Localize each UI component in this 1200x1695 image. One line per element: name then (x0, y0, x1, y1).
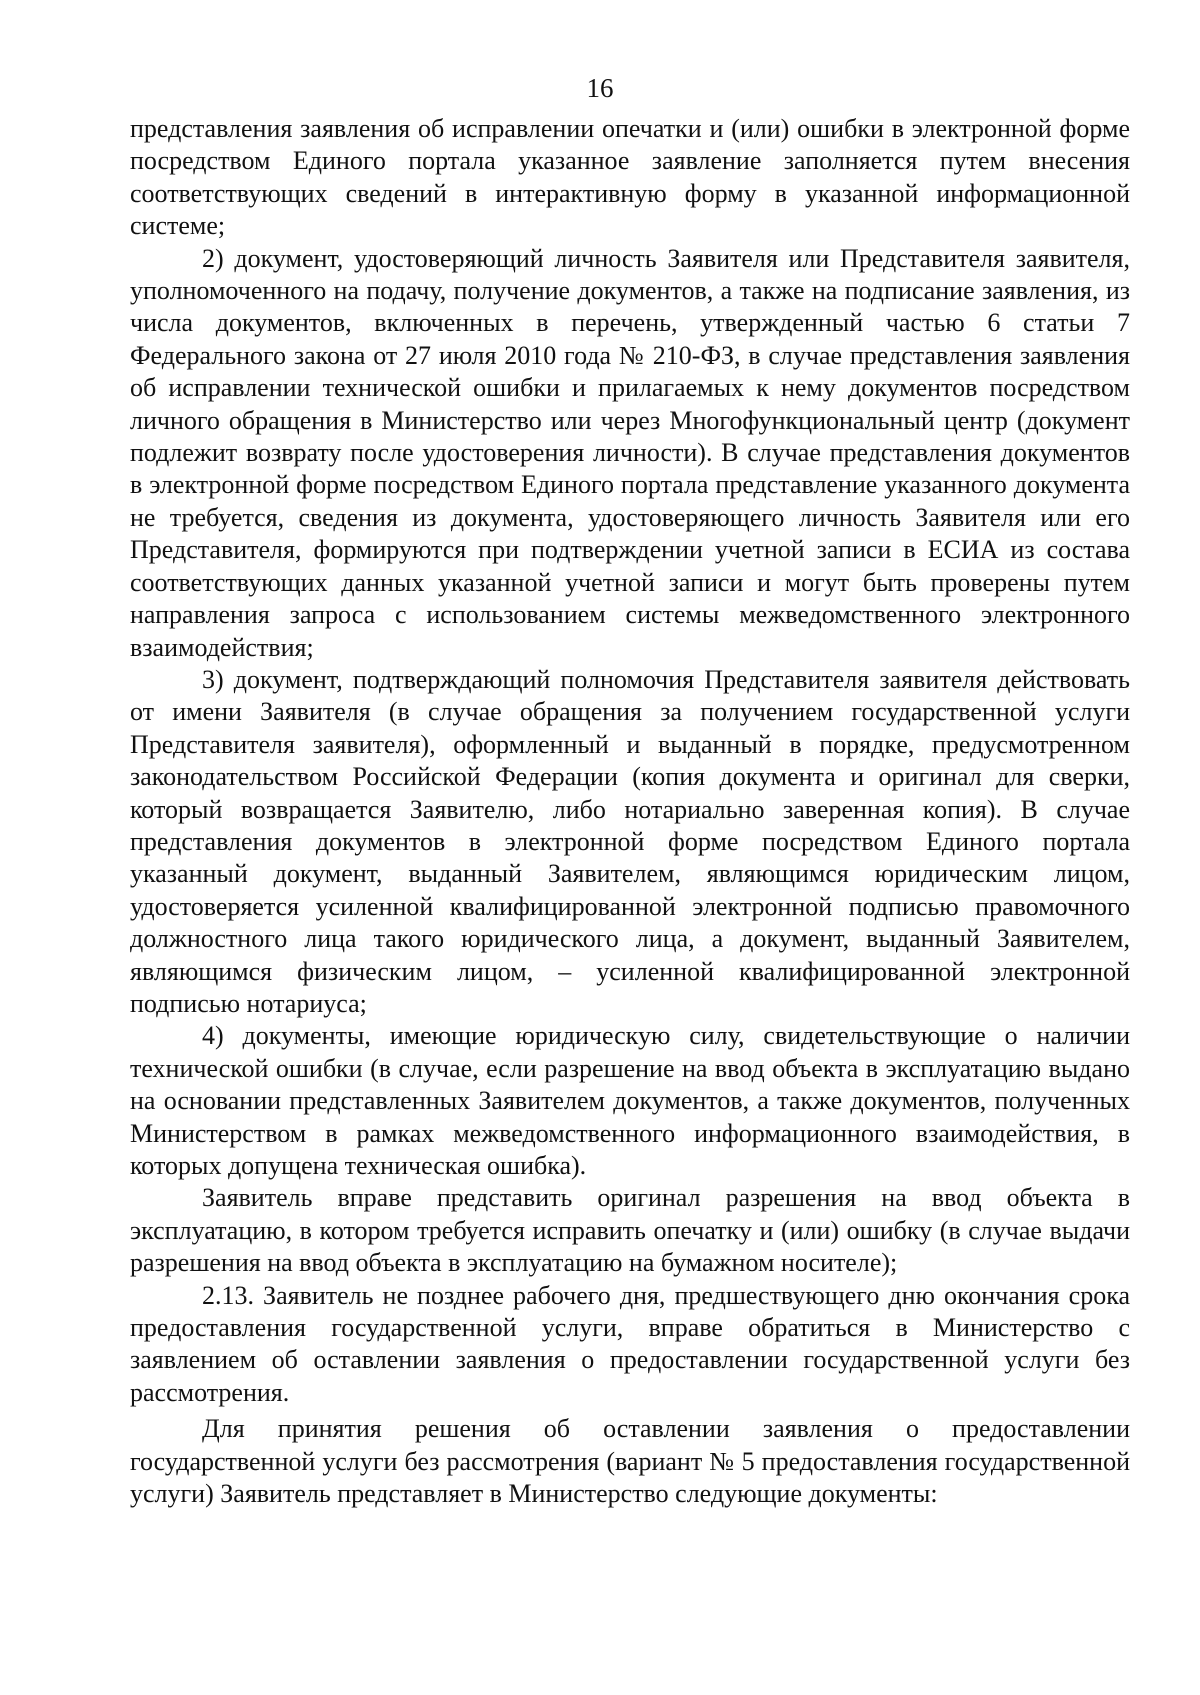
paragraph-item-2: 2) документ, удостоверяющий личность Заявителя или Представителя заявителя, уполномоченного на подачу, получение документов, а также на подписание заявления, из числа документов, включенных в перечень, утвержденный частью 6 статьи 7 Федерального закона от 27 июля 2010 года № 210-ФЗ, в случае представления заявления об исправлении технической ошибки и прилагаемых к нему документов посредством личного обращения в Министерство или через Многофункциональный центр (документ подлежит возврату после удостоверения личности). В случае представления документов в электронной форме посредством Единого портала представление указанного документа не требуется, сведения из документа, удостоверяющего личность Заявителя или его Представителя, формируются при подтверждении учетной записи в ЕСИА из состава соответствующих данных указанной учетной записи и могут быть проверены путем направления запроса с использованием системы межведомственного электронного взаимодействия; (130, 243, 1130, 662)
document-body (130, 113, 1130, 1510)
paragraph-item-4: 4) документы, имеющие юридическую силу, свидетельствующие о наличии технической ошибки (в случае, если разрешение на ввод объекта в эксплуатацию выдано на основании представленных Заявителем документов, а также документов, полученных Министерством в рамках межведомственного информационного взаимодействия, в которых допущена техническая ошибка). (130, 1021, 1130, 1180)
paragraph-item-3: 3) документ, подтверждающий полномочия Представителя заявителя действовать от имени Заявителя (в случае обращения за получением государственной услуги Представителя заявителя), оформленный и выданный в порядке, предусмотренном законодательством Российской Федерации (копия документа и оригинал для сверки, который возвращается Заявителю, либо нотариально заверенная копия). В случае представления документов в электронной форме посредством Единого портала указанный документ, выданный Заявителем, являющимся юридическим лицом, удостоверяется усиленной квалифицированной электронной подписью правомочного должностного лица такого юридического лица, а документ, выданный Заявителем, являющимся физическим лицом, – усиленной квалифицированной электронной подписью нотариуса; (130, 664, 1130, 1018)
paragraph-decision-documents: Для принятия решения об оставлении заявления о предоставлении государственной услуги без рассмотрения (вариант № 5 предоставления государственной услуги) Заявитель представляет в Министерство следующие документы: (130, 1414, 1130, 1509)
page-number: 16 (586, 73, 614, 103)
paragraph-continuation: представления заявления об исправлении опечатки и (или) ошибки в электронной форме посредством Единого портала указанное заявление заполняется путем внесения соответствующих сведений в интерактивную форму в указанной информационной системе; (130, 114, 1130, 241)
paragraph-section-2-13: 2.13. Заявитель не позднее рабочего дня, предшествующего дню окончания срока предоставления государственной услуги, вправе обратиться в Министерство с заявлением об оставлении заявления о предоставлении государственной услуги без рассмотрения. (130, 1280, 1130, 1407)
paragraph-applicant-right: Заявитель вправе представить оригинал разрешения на ввод объекта в эксплуатацию, в котором требуется исправить опечатку и (или) ошибку (в случае выдачи разрешения на ввод объекта в эксплуатацию на бумажном носителе); (130, 1183, 1130, 1278)
